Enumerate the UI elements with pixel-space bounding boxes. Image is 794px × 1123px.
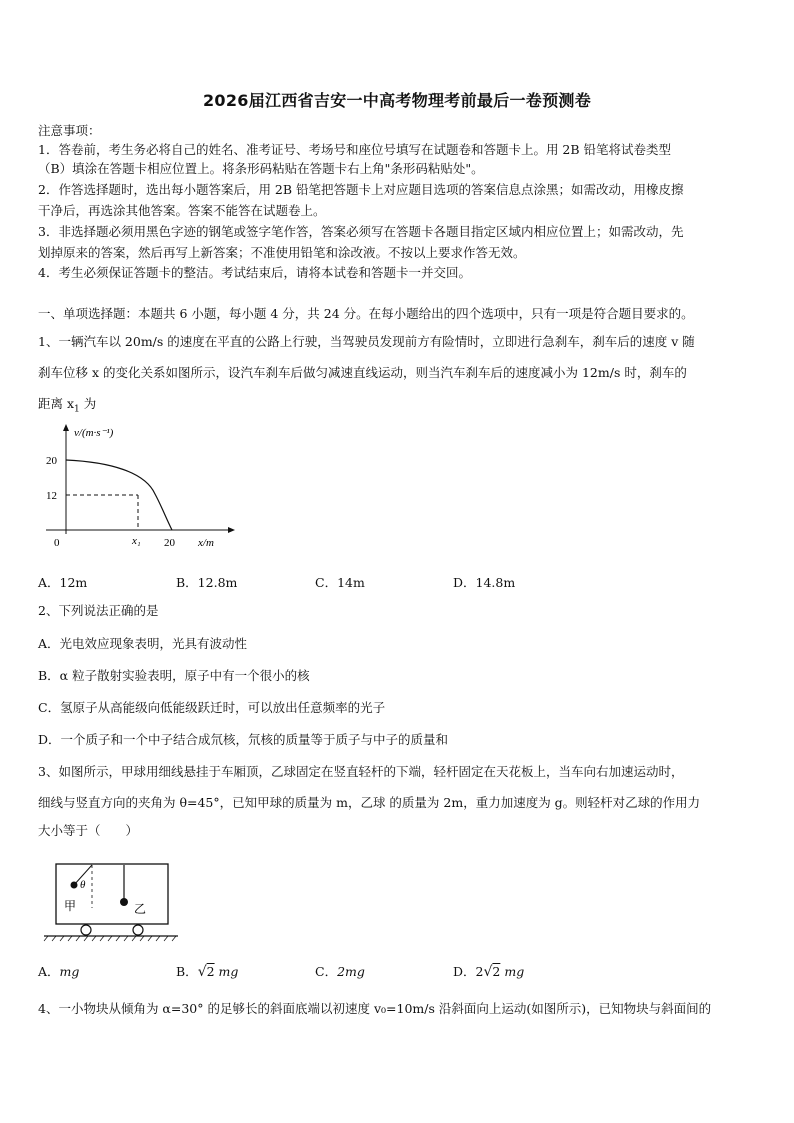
q3-option-d-coef: 2: [475, 964, 484, 979]
sqrt-sign: √: [483, 964, 493, 980]
q1-option-a[interactable]: A．12m: [38, 575, 88, 590]
q3-option-d-label: D．: [453, 964, 476, 979]
q1-option-c[interactable]: C．14m: [315, 575, 365, 590]
wheel-right: [133, 925, 143, 935]
q1-stem-last: [38, 395, 760, 419]
q3-option-a-value: mg: [59, 964, 80, 979]
section-heading: 一、单项选择题：本题共 6 小题，每小题 4 分，共 24 分。在每小题给出的四个选项中，只有一项是符合题目要求的。: [38, 306, 694, 321]
car-body: [56, 864, 168, 924]
v-axis-label: v/(m·s⁻¹): [74, 427, 114, 439]
y-tick-20: 20: [46, 455, 57, 467]
q3-stem-line: 3、如图所示，甲球用细线悬挂于车厢顶，乙球固定在竖直轻杆的下端，轻杆固定在天花板上，当车向右加速运动时，: [38, 764, 684, 779]
q3-option-c-label: C．: [315, 964, 338, 979]
q3-option-c[interactable]: [315, 962, 365, 980]
x-tick-20: 20: [164, 537, 175, 549]
sqrt-sign: √: [197, 964, 207, 980]
q1-option-d[interactable]: D．14.8m: [453, 575, 516, 590]
q3-option-b-radicand: 2: [206, 964, 215, 979]
q1-stem-prefix: 距离 x: [38, 396, 75, 411]
x-axis-arrow: [228, 527, 235, 533]
yi-label: 乙: [134, 902, 147, 916]
jia-label: 甲: [64, 899, 77, 913]
cart-figure: [40, 858, 180, 946]
notice-heading: 注意事项：: [38, 123, 101, 138]
q2-stem: 2、下列说法正确的是: [38, 603, 159, 618]
ball-yi: [120, 898, 128, 906]
origin-label: 0: [54, 537, 60, 549]
notice-line: 干净后，再选涂其他答案。答案不能答在试题卷上。: [38, 203, 326, 218]
q3-option-d-value: mg: [504, 964, 525, 979]
q1-stem-sub: 1: [74, 404, 80, 415]
v-axis-arrow: [63, 424, 69, 431]
q1-option-b[interactable]: B．12.8m: [176, 575, 238, 590]
q2-option-a[interactable]: A．光电效应现象表明，光具有波动性: [38, 636, 248, 651]
q3-option-a[interactable]: [38, 962, 79, 980]
notice-line: 1．答卷前，考生务必将自己的姓名、准考证号、考场号和座位号填写在试题卷和答题卡上。用 2B 铅笔将试卷类型: [38, 142, 672, 157]
q2-option-c[interactable]: C．氢原子从高能级向低能级跃迁时，可以放出任意频率的光子: [38, 700, 386, 715]
q2-option-d[interactable]: D．一个质子和一个中子结合成氘核，氘核的质量等于质子与中子的质量和: [38, 732, 449, 747]
y-tick-12: 12: [46, 490, 57, 502]
q2-option-b[interactable]: B．α 粒子散射实验表明，原子中有一个很小的核: [38, 668, 310, 683]
ground-hatch: [44, 936, 176, 941]
notice-line: 3．非选择题必须用黑色字迹的钢笔或签字笔作答，答案必须写在答题卡各题目指定区域内相应位置上；如需改动，先: [38, 224, 684, 239]
q3-option-b-label: B．: [176, 964, 198, 979]
q1-stem-line: 1、一辆汽车以 20m/s 的速度在平直的公路上行驶，当驾驶员发现前方有险情时，立即进行急刹车，刹车后的速度 v 随: [38, 334, 695, 349]
notice-line: （B）填涂在答题卡相应位置上。将条形码粘贴在答题卡右上角"条形码粘贴处"。: [38, 161, 484, 176]
q3-option-d[interactable]: [453, 962, 524, 980]
q3-options: [38, 962, 758, 980]
x-tick-x1: x₁: [132, 535, 141, 547]
page-title: 2026届江西省吉安一中高考物理考前最后一卷预测卷: [202, 91, 592, 110]
velocity-displacement-graph: [40, 420, 240, 560]
x-axis-label: x/m: [198, 537, 214, 549]
notice-line: 2．作答选择题时，选出每小题答案后，用 2B 铅笔把答题卡上对应题目选项的答案信息点涂黑；如需改动，用橡皮擦: [38, 182, 684, 197]
q1-stem-suffix: 为: [79, 396, 97, 411]
q3-option-b-value: mg: [218, 964, 239, 979]
q3-option-d-radicand: 2: [492, 964, 501, 979]
theta-label: θ: [80, 879, 86, 891]
wheel-left: [81, 925, 91, 935]
q3-option-a-label: A．: [38, 964, 60, 979]
q3-option-c-value: 2mg: [337, 964, 365, 979]
q3-option-b[interactable]: [176, 962, 238, 980]
q1-stem-line: 刹车位移 x 的变化关系如图所示，设汽车刹车后做匀减速直线运动，则当汽车刹车后的速度减小为 12m/s 时，刹车的: [38, 365, 687, 380]
q3-stem-line: 大小等于（ ）: [38, 823, 139, 838]
ball-jia: [71, 882, 78, 889]
q3-stem-line: 细线与竖直方向的夹角为 θ=45°，已知甲球的质量为 m，乙球 的质量为 2m，重力加速度为 g。则轻杆对乙球的作用力: [38, 795, 701, 810]
q1-options: [38, 573, 758, 591]
notice-line: 4．考生必须保证答题卡的整洁。考试结束后，请将本试卷和答题卡一并交回。: [38, 265, 471, 280]
q4-stem-line: 4、一小物块从倾角为 α=30° 的足够长的斜面底端以初速度 v₀=10m/s 沿斜面向上运动(如图所示)，已知物块与斜面间的: [38, 1001, 712, 1016]
notice-line: 划掉原来的答案，然后再写上新答案；不准使用铅笔和涂改液。不按以上要求作答无效。: [38, 245, 526, 260]
